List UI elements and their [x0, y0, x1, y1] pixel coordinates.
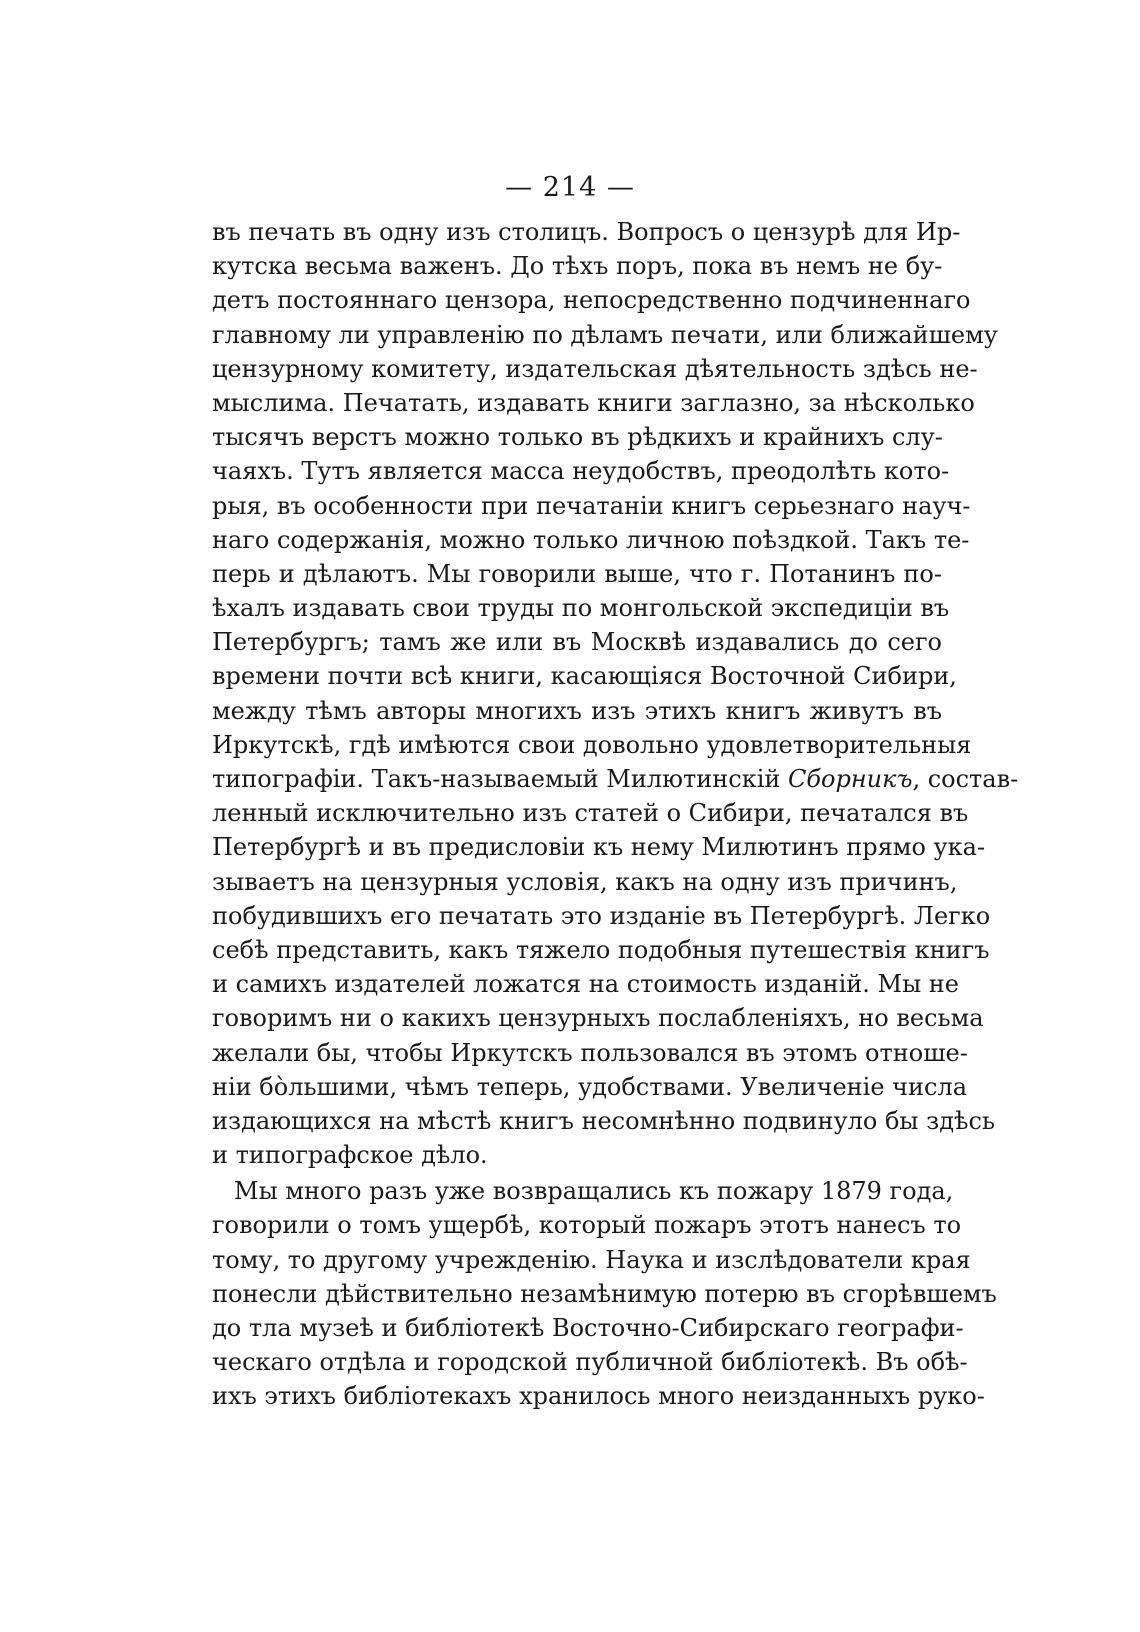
- text-line: себѣ представить, какъ тяжело подобныя путешествія книгъ: [212, 935, 990, 964]
- text-line: Петербургъ; тамъ же или въ Москвѣ издавались до сего: [212, 628, 942, 657]
- text-line: въ печать въ одну изъ столицъ. Вопросъ о цензурѣ для Ир-: [212, 218, 961, 246]
- text-line: ѣхалъ издавать свои труды по монгольской экспедиціи въ: [212, 594, 950, 623]
- text-line: наго содержанія, можно только личною поѣздкой. Такъ те-: [212, 525, 970, 554]
- text-line: желали бы, чтобы Иркутскъ пользовался въ этомъ отноше-: [212, 1038, 968, 1067]
- text-line: чаяхъ. Тутъ является масса неудобствъ, преодолѣть кото-: [212, 457, 950, 486]
- text-line: времени почти всѣ книги, касающіяся Восточной Сибири,: [212, 662, 957, 691]
- text-line: зываетъ на цензурныя условія, какъ на одну изъ причинъ,: [212, 867, 958, 896]
- text-line: перь и дѣлаютъ. Мы говорили выше, что г. Потанинъ по-: [212, 559, 942, 588]
- text-line: между тѣмъ авторы многихъ изъ этихъ книгъ живутъ въ: [212, 696, 942, 725]
- text-line: Петербургѣ и въ предисловіи къ нему Милютинъ прямо ука-: [212, 833, 986, 862]
- text-line: Мы много разъ уже возвращались къ пожару 1879 года,: [234, 1177, 954, 1206]
- text-line: и самихъ издателей ложатся на стоимость изданій. Мы не: [212, 970, 959, 999]
- text-segment: типографіи. Такъ-называемый Милютинскій: [212, 765, 789, 793]
- text-line: Иркутскѣ, гдѣ имѣются свои довольно удовлетворительныя: [212, 730, 972, 759]
- text-line: и типографское дѣло.: [212, 1141, 488, 1170]
- text-line: главному ли управленію по дѣламъ печати, или ближайшему: [212, 320, 998, 349]
- text-line: до тла музеѣ и библіотекѣ Восточно-Сибирскаго географи-: [212, 1314, 964, 1342]
- text-line-with-italic: [212, 762, 1019, 796]
- text-segment: , состав-: [912, 765, 1019, 793]
- text-line: детъ постояннаго цензора, непосредственно подчиненнаго: [212, 286, 971, 315]
- italic-title: Сборникъ: [788, 765, 913, 793]
- text-line: ленный исключительно изъ статей о Сибири, печатался въ: [212, 799, 969, 828]
- text-line: тысячъ верстъ можно только въ рѣдкихъ и крайнихъ слу-: [212, 423, 943, 452]
- text-line: тому, то другому учрежденію. Наука и изслѣдователи края: [212, 1245, 971, 1274]
- text-line: мыслима. Печатать, издавать книги заглазно, за нѣсколько: [212, 388, 975, 417]
- text-line: говорили о томъ ущербѣ, который пожаръ этотъ нанесъ то: [212, 1211, 962, 1240]
- text-line: понесли дѣйствительно незамѣнимую потерю въ сгорѣвшемъ: [212, 1279, 997, 1308]
- text-line: ихъ этихъ библіотекахъ хранилось много неизданныхъ руко-: [212, 1382, 985, 1411]
- text-line: рыя, въ особенности при печатаніи книгъ серьезнаго науч-: [212, 491, 971, 520]
- text-line: издающихся на мѣстѣ книгъ несомнѣнно подвинуло бы здѣсь: [212, 1106, 995, 1135]
- text-line: кутска весьма важенъ. До тѣхъ поръ, пока въ немъ не бу-: [212, 252, 943, 281]
- text-line: ческаго отдѣла и городской публичной библіотекѣ. Въ обѣ-: [212, 1348, 968, 1377]
- text-line: говоримъ ни о какихъ цензурныхъ послабленіяхъ, но весьма: [212, 1004, 984, 1033]
- page-number: — 214 —: [505, 172, 635, 203]
- text-line: ніи бòльшими, чѣмъ теперь, удобствами. Увеличеніе числа: [212, 1072, 968, 1101]
- body-text: [212, 215, 1019, 1414]
- text-line: побудившихъ его печатать это изданіе въ Петербургѣ. Легко: [212, 901, 991, 930]
- text-line: цензурному комитету, издательская дѣятельность здѣсь не-: [212, 354, 978, 383]
